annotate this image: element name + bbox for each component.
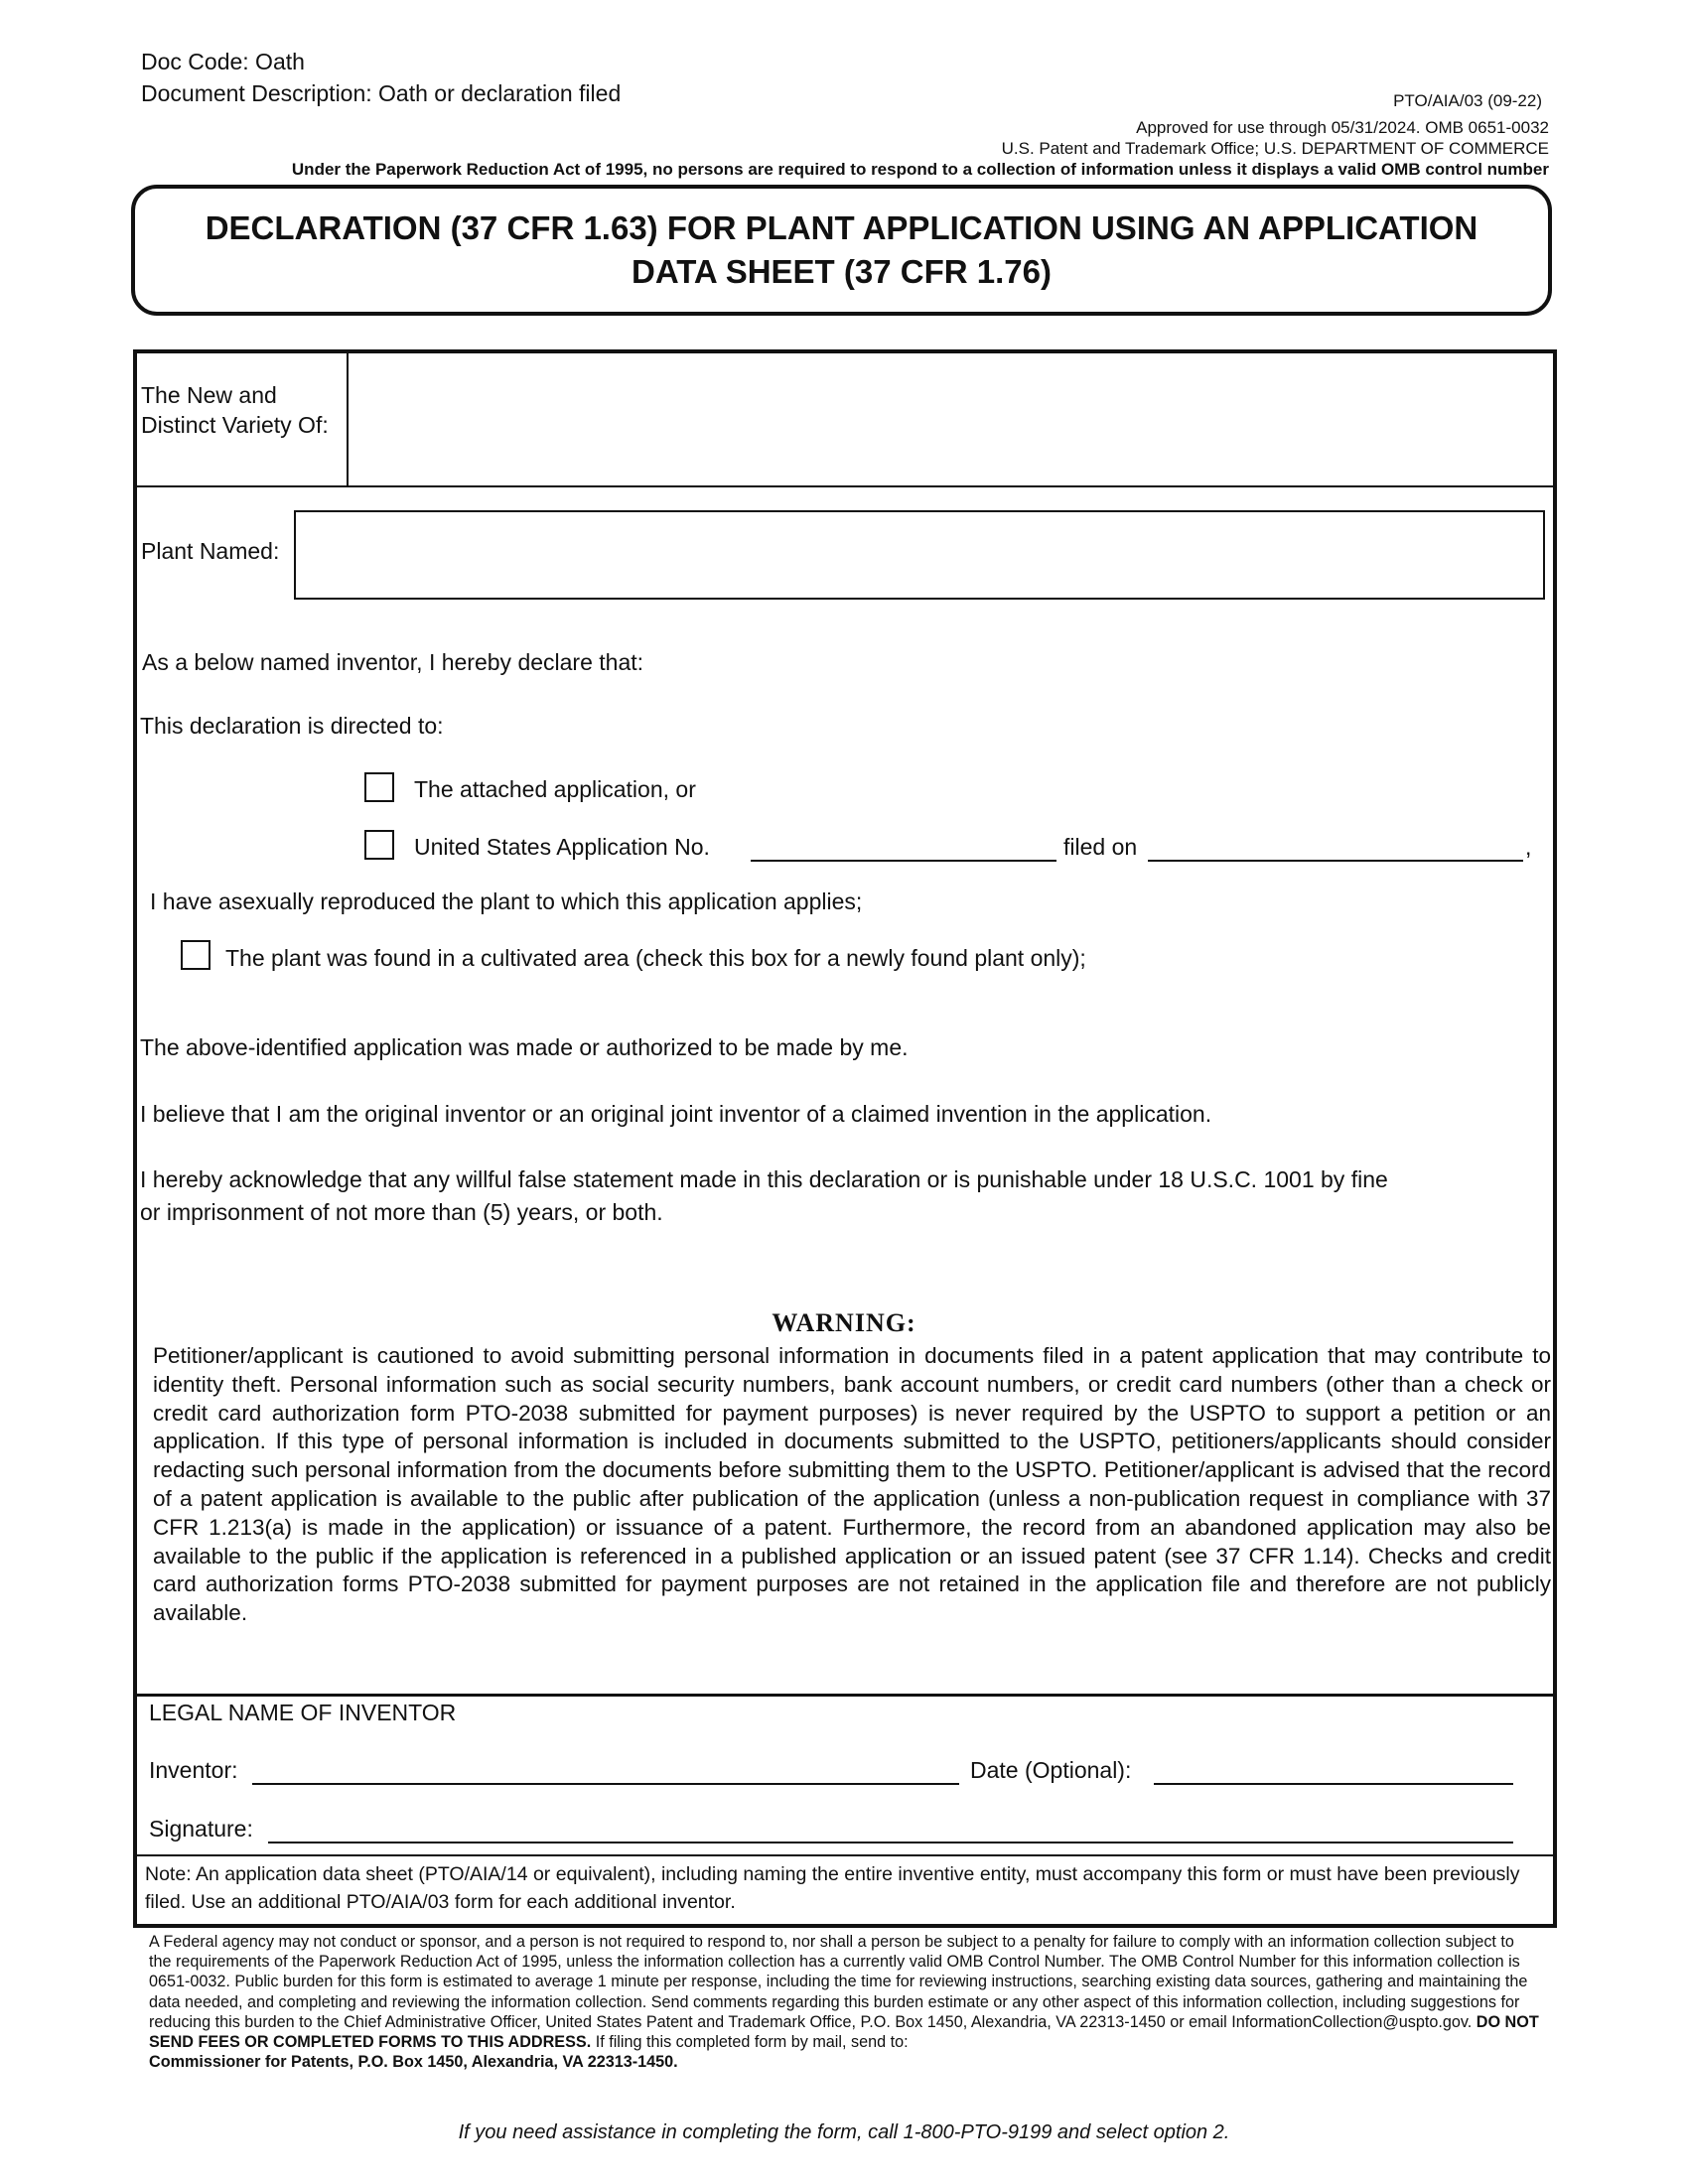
us-application-label: United States Application No. <box>414 834 710 860</box>
inventor-label: Inventor: <box>149 1757 238 1783</box>
paperwork-reduction-notice: Under the Paperwork Reduction Act of 1995, no persons are required to respond to a collection of information unless it displays a valid OMB control number <box>291 160 1549 179</box>
ads-note: Note: An application data sheet (PTO/AIA/14 or equivalent), including naming the entire inventive entity, must accompany this form or must have been previously filed. Use an additional PTO/AIA/03 form for each additional inventor. <box>145 1863 1520 1913</box>
cultivated-area-checkbox[interactable] <box>181 940 211 970</box>
attached-application-label: The attached application, or <box>414 776 696 802</box>
filed-on-date-line[interactable] <box>1148 860 1523 862</box>
commissioner-address: Commissioner for Patents, P.O. Box 1450, Alexandria, VA 22313-1450. <box>149 2053 678 2072</box>
doc-code: Doc Code: Oath <box>141 49 305 74</box>
us-application-number-line[interactable] <box>751 860 1056 862</box>
cultivated-area-label: The plant was found in a cultivated area (check this box for a newly found plant only); <box>225 945 1086 971</box>
mail-instruction: If filing this completed form by mail, send to: <box>595 2033 909 2052</box>
do-not-send-notice: DO NOT SEND FEES OR COMPLETED FORMS TO THIS ADDRESS. <box>149 2012 1539 2052</box>
plant-named-label: Plant Named: <box>141 538 280 564</box>
filed-on-label: filed on <box>1063 834 1138 860</box>
authorized-statement: The above-identified application was made or authorized to be made by me. <box>140 1034 909 1060</box>
plant-named-input[interactable] <box>294 510 1545 600</box>
directed-to-label: This declaration is directed to: <box>140 713 444 739</box>
burden-text: A Federal agency may not conduct or sponsor, and a person is not required to respond to, nor shall a person be subject to a penalty for failure to comply with an information collection subject to the requirements of the Paperwork Reduction Act of 1995, unless the information collection has a currently valid OMB Control Number. The OMB Control Number for this information collection is 0651-0032. Public burden for this form is estimated to average 1 minute per response, including the time for reviewing instructions, searching existing data sources, gathering and maintaining the data needed, and completing and reviewing the information collection. Send comments regarding this burden estimate or any other aspect of this information collection, including suggestions for reducing this burden to the Chief Administrative Officer, United States Patent and Trademark Office, P.O. Box 1450, Alexandria, VA 22313-1450 or email InformationCollection@uspto.gov. <box>149 1933 1528 2031</box>
date-label: Date (Optional): <box>970 1757 1132 1783</box>
trailing-comma: , <box>1525 834 1532 860</box>
us-application-checkbox[interactable] <box>364 830 394 860</box>
burden-statement <box>149 1932 1539 2072</box>
note-divider <box>133 1854 1557 1856</box>
signature-label: Signature: <box>149 1816 253 1842</box>
assistance-line: If you need assistance in completing the form, call 1-800-PTO-9199 and select option 2. <box>458 2121 1230 2143</box>
signature-line[interactable] <box>268 1842 1513 1843</box>
approval-line-1: Approved for use through 05/31/2024. OMB 0651-0032 <box>1136 118 1549 137</box>
asexual-statement: I have asexually reproduced the plant to which this application applies; <box>150 888 863 914</box>
acknowledge-line-1: I hereby acknowledge that any willful false statement made in this declaration or is punishable under 18 U.S.C. 1001 by fine <box>140 1166 1388 1192</box>
warning-body: Petitioner/applicant is cautioned to avoid submitting personal information in documents filed in a patent application that may contribute to identity theft. Personal information such as social security numbers, bank account numbers, or credit card numbers (other than a check or credit card authorization form PTO-2038 submitted for payment purposes) is never required by the USPTO to support a petition or an application. If this type of personal information is included in documents submitted to the USPTO, petitioners/applicants should consider redacting such personal information from the documents before submitting them to the USPTO. Petitioner/applicant is advised that the record of a patent application is available to the public after publication of the application (unless a non-publication request in compliance with 37 CFR 1.213(a) is made in the application) or issuance of a patent. Furthermore, the record from an abandoned application may also be available to the public if the application is referenced in a published application or an issued patent (see 37 CFR 1.14). Checks and credit card authorization forms PTO-2038 submitted for payment purposes are not retained in the application file and therefore are not publicly available. <box>153 1343 1551 1626</box>
date-line[interactable] <box>1154 1783 1513 1785</box>
doc-description: Document Description: Oath or declaration filed <box>141 80 622 106</box>
inventor-name-line[interactable] <box>252 1783 959 1785</box>
document-header <box>141 46 621 109</box>
approval-block <box>292 117 1549 180</box>
approval-line-2: U.S. Patent and Trademark Office; U.S. DEPARTMENT OF COMMERCE <box>1001 139 1549 158</box>
title-box <box>131 185 1552 316</box>
variety-label: The New and Distinct Variety Of: <box>141 382 329 438</box>
legal-name-heading: LEGAL NAME OF INVENTOR <box>149 1700 457 1725</box>
acknowledge-line-2: or imprisonment of not more than (5) years, or both. <box>140 1199 663 1225</box>
form-id: PTO/AIA/03 (09-22) <box>1393 91 1542 110</box>
declaration-intro: As a below named inventor, I hereby declare that: <box>142 649 644 675</box>
attached-application-checkbox[interactable] <box>364 772 394 802</box>
inventor-section-divider <box>133 1694 1557 1697</box>
original-inventor-statement: I believe that I am the original inventor or an original joint inventor of a claimed invention in the application. <box>140 1101 1212 1127</box>
variety-input[interactable] <box>359 380 1541 478</box>
form-title: DECLARATION (37 CFR 1.63) FOR PLANT APPLICATION USING AN APPLICATION DATA SHEET (37 CFR 1.76) <box>205 209 1478 290</box>
warning-title: WARNING: <box>772 1308 916 1337</box>
variety-divider <box>347 352 349 485</box>
